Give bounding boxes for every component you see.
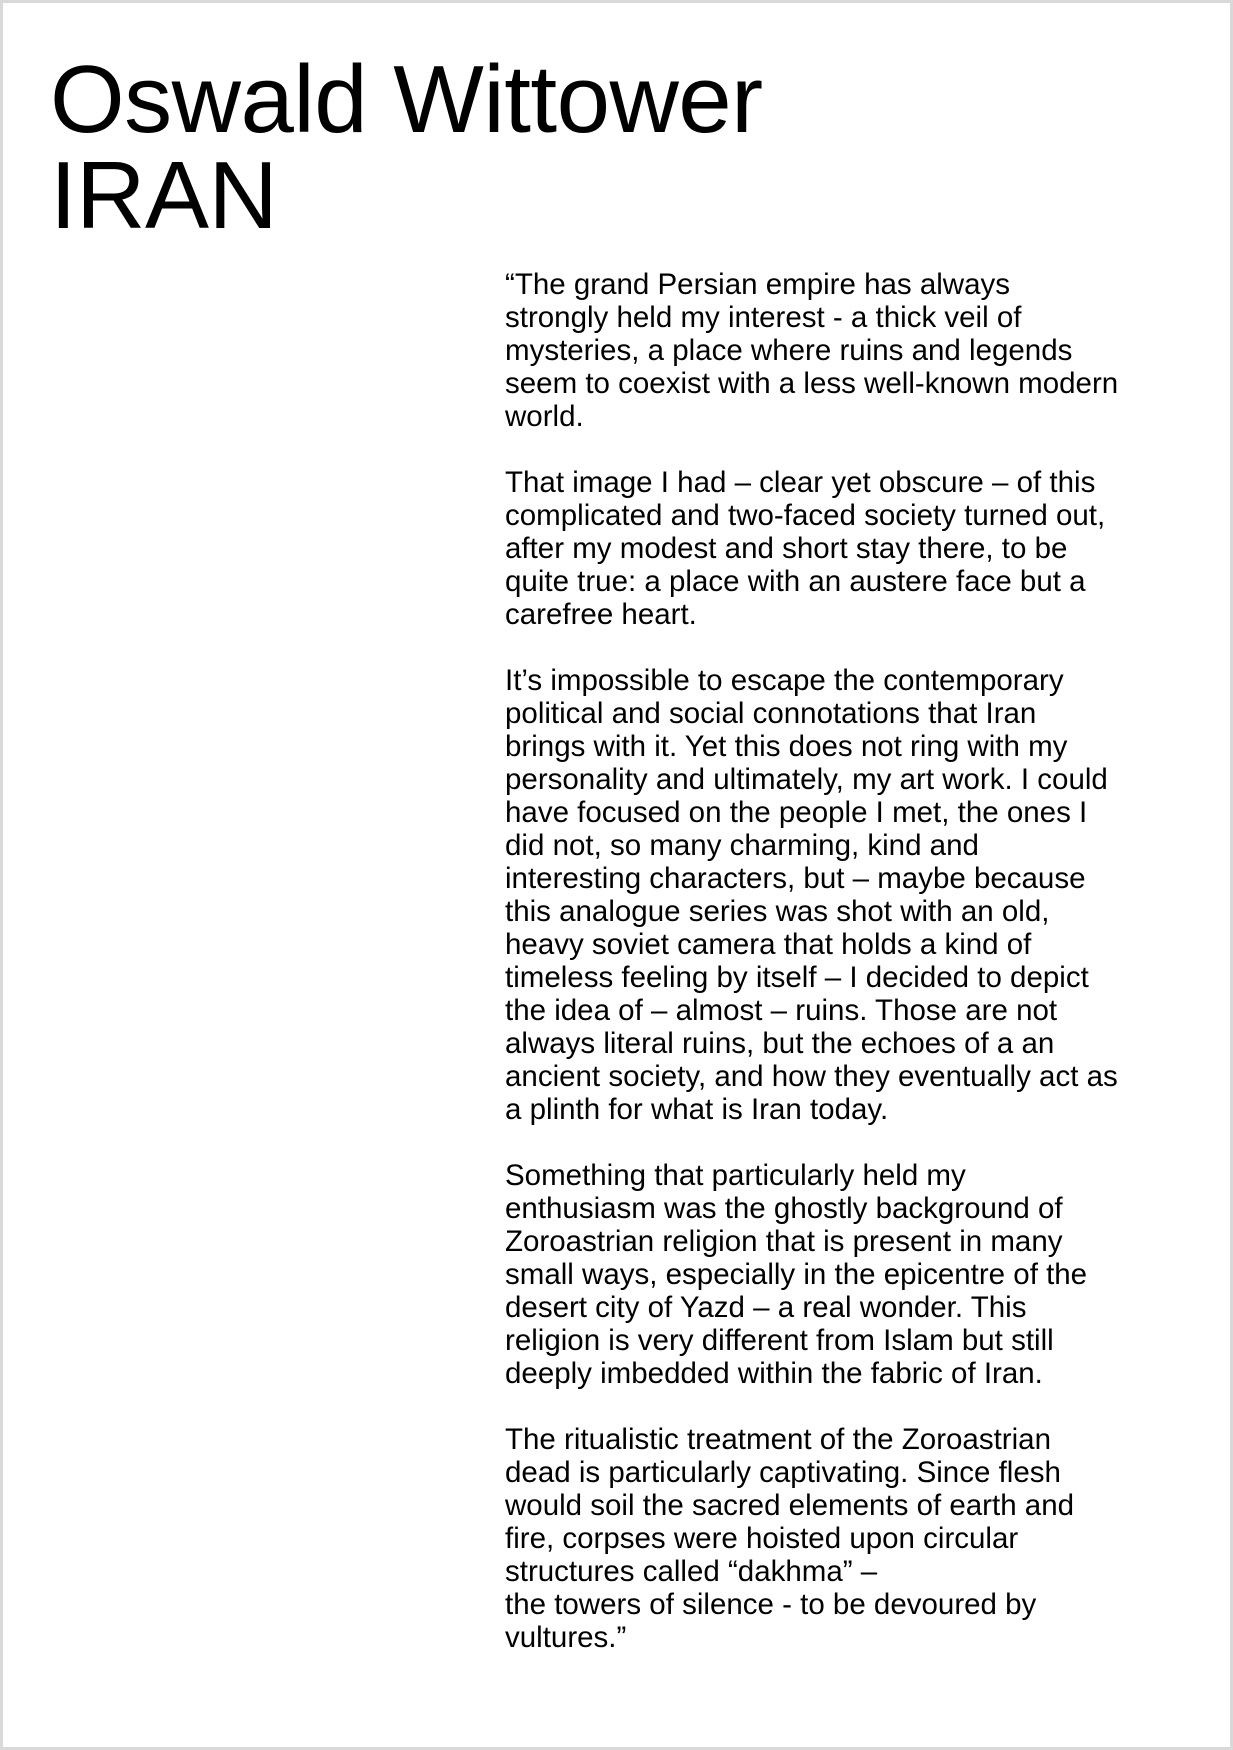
series-title: IRAN (50, 142, 278, 249)
statement-paragraph: It’s impossible to escape the contemporary political and social connotations that Iran brings with it. Yet this does not ring with my personality and ultimately, my art work. I could have focused on the people I met, the ones I did not, so many charming, kind and interesting characters, but – maybe because this analogue series was shot with an old, heavy soviet camera that holds a kind of timeless feeling by itself – I decided to depict the idea of – almost – ruins. Those are not always literal ruins, but the echoes of a an ancient society, and how they eventually act as a plinth for what is Iran today. (505, 664, 1118, 1126)
statement-paragraph: That image I had – clear yet obscure – of this complicated and two-faced society turned out, after my modest and short stay there, to be quite true: a place with an austere face but a carefree heart. (505, 466, 1106, 631)
statement-paragraph: Something that particularly held my enthusiasm was the ghostly background of Zoroastrian religion that is present in many small ways, especially in the epicentre of the desert city of Yazd – a real wonder. This religion is very different from Islam but still deeply imbedded within the fabric of Iran. (505, 1159, 1088, 1390)
artist-statement (505, 268, 1205, 1687)
statement-paragraph: The ritualistic treatment of the Zoroastrian dead is particularly captivating. Since flesh would soil the sacred elements of earth and fire, corpses were hoisted upon circular structures called “dakhma” – the towers of silence - to be devoured by vultures.” (505, 1423, 1075, 1654)
page-title (50, 46, 763, 249)
statement-paragraph: “The grand Persian empire has always strongly held my interest - a thick veil of mysteries, a place where ruins and legends seem to coexist with a less well-known modern world. (505, 268, 1119, 433)
artist-name: Oswald Wittower (50, 46, 763, 153)
